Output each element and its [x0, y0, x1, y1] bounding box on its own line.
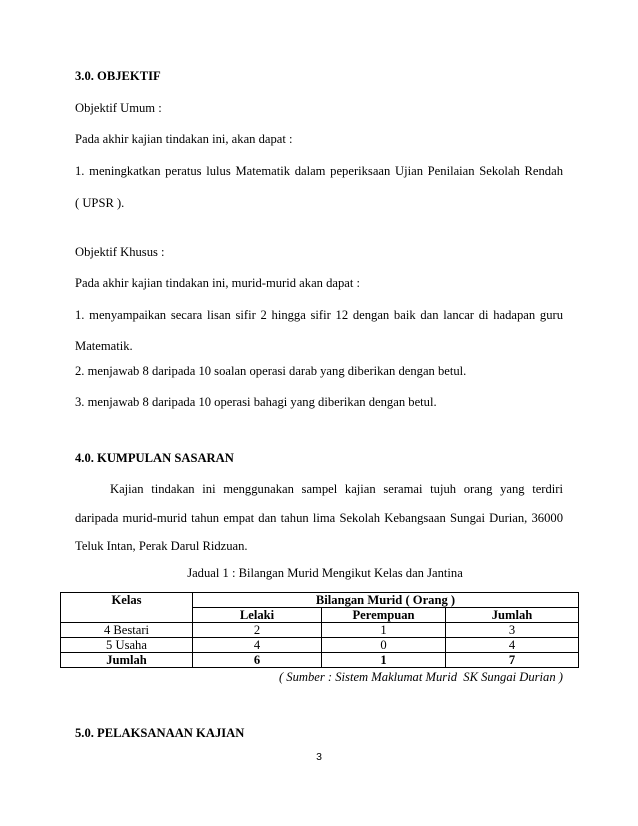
section-heading-objektif: 3.0. OBJEKTIF — [75, 69, 161, 83]
cell-kelas: 5 Usaha — [61, 638, 193, 653]
objektif-khusus-item-line: 2. menjawab 8 daripada 10 soalan operasi darab yang diberikan dengan betul. — [75, 364, 467, 378]
cell-kelas: 4 Bestari — [61, 623, 193, 638]
objektif-khusus-item-line: 1. menyampaikan secara lisan sifir 2 hingga sifir 12 dengan baik dan lancar di hadapan guru — [75, 308, 563, 322]
table-total-row — [61, 653, 579, 668]
cell-perempuan: 0 — [322, 638, 446, 653]
table-source-note: ( Sumber : Sistem Maklumat Murid SK Sungai Durian ) — [278, 670, 563, 684]
cell-jumlah: 3 — [446, 623, 579, 638]
cell-total-jumlah: 7 — [446, 653, 579, 668]
objektif-umum-intro: Pada akhir kajian tindakan ini, akan dapat : — [75, 132, 293, 146]
student-count-table — [60, 592, 579, 668]
header-lelaki: Lelaki — [193, 608, 322, 623]
cell-lelaki: 4 — [193, 638, 322, 653]
page-number: 3 — [316, 751, 322, 763]
objektif-umum-item-line: 1. meningkatkan peratus lulus Matematik dalam peperiksaan Ujian Penilaian Sekolah Rendah — [75, 164, 563, 178]
cell-jumlah: 4 — [446, 638, 579, 653]
section-heading-pelaksanaan: 5.0. PELAKSANAAN KAJIAN — [75, 726, 245, 740]
header-perempuan: Perempuan — [322, 608, 446, 623]
table-row — [61, 623, 579, 638]
table-row — [61, 638, 579, 653]
objektif-umum-label: Objektif Umum : — [75, 101, 162, 115]
header-bilangan-murid: Bilangan Murid ( Orang ) — [193, 593, 579, 608]
objektif-khusus-label: Objektif Khusus : — [75, 245, 165, 259]
cell-total-perempuan: 1 — [322, 653, 446, 668]
objektif-umum-item-line: ( UPSR ). — [75, 196, 125, 210]
cell-total-lelaki: 6 — [193, 653, 322, 668]
objektif-khusus-intro: Pada akhir kajian tindakan ini, murid-murid akan dapat : — [75, 276, 361, 290]
paragraph-line: Teluk Intan, Perak Darul Ridzuan. — [75, 539, 248, 553]
table-caption: Jadual 1 : Bilangan Murid Mengikut Kelas dan Jantina — [187, 566, 463, 580]
section-heading-kumpulan-sasaran: 4.0. KUMPULAN SASARAN — [75, 451, 234, 465]
cell-perempuan: 1 — [322, 623, 446, 638]
header-kelas: Kelas — [61, 593, 193, 623]
cell-total-label: Jumlah — [61, 653, 193, 668]
objektif-khusus-item-line: 3. menjawab 8 daripada 10 operasi bahagi yang diberikan dengan betul. — [75, 395, 437, 409]
paragraph-line: Kajian tindakan ini menggunakan sampel kajian seramai tujuh orang yang terdiri — [110, 482, 563, 496]
header-jumlah: Jumlah — [446, 608, 579, 623]
cell-lelaki: 2 — [193, 623, 322, 638]
paragraph-line: daripada murid-murid tahun empat dan tahun lima Sekolah Kebangsaan Sungai Durian, 36000 — [75, 511, 563, 525]
table-header-row — [61, 593, 579, 608]
objektif-khusus-item-line: Matematik. — [75, 339, 133, 353]
